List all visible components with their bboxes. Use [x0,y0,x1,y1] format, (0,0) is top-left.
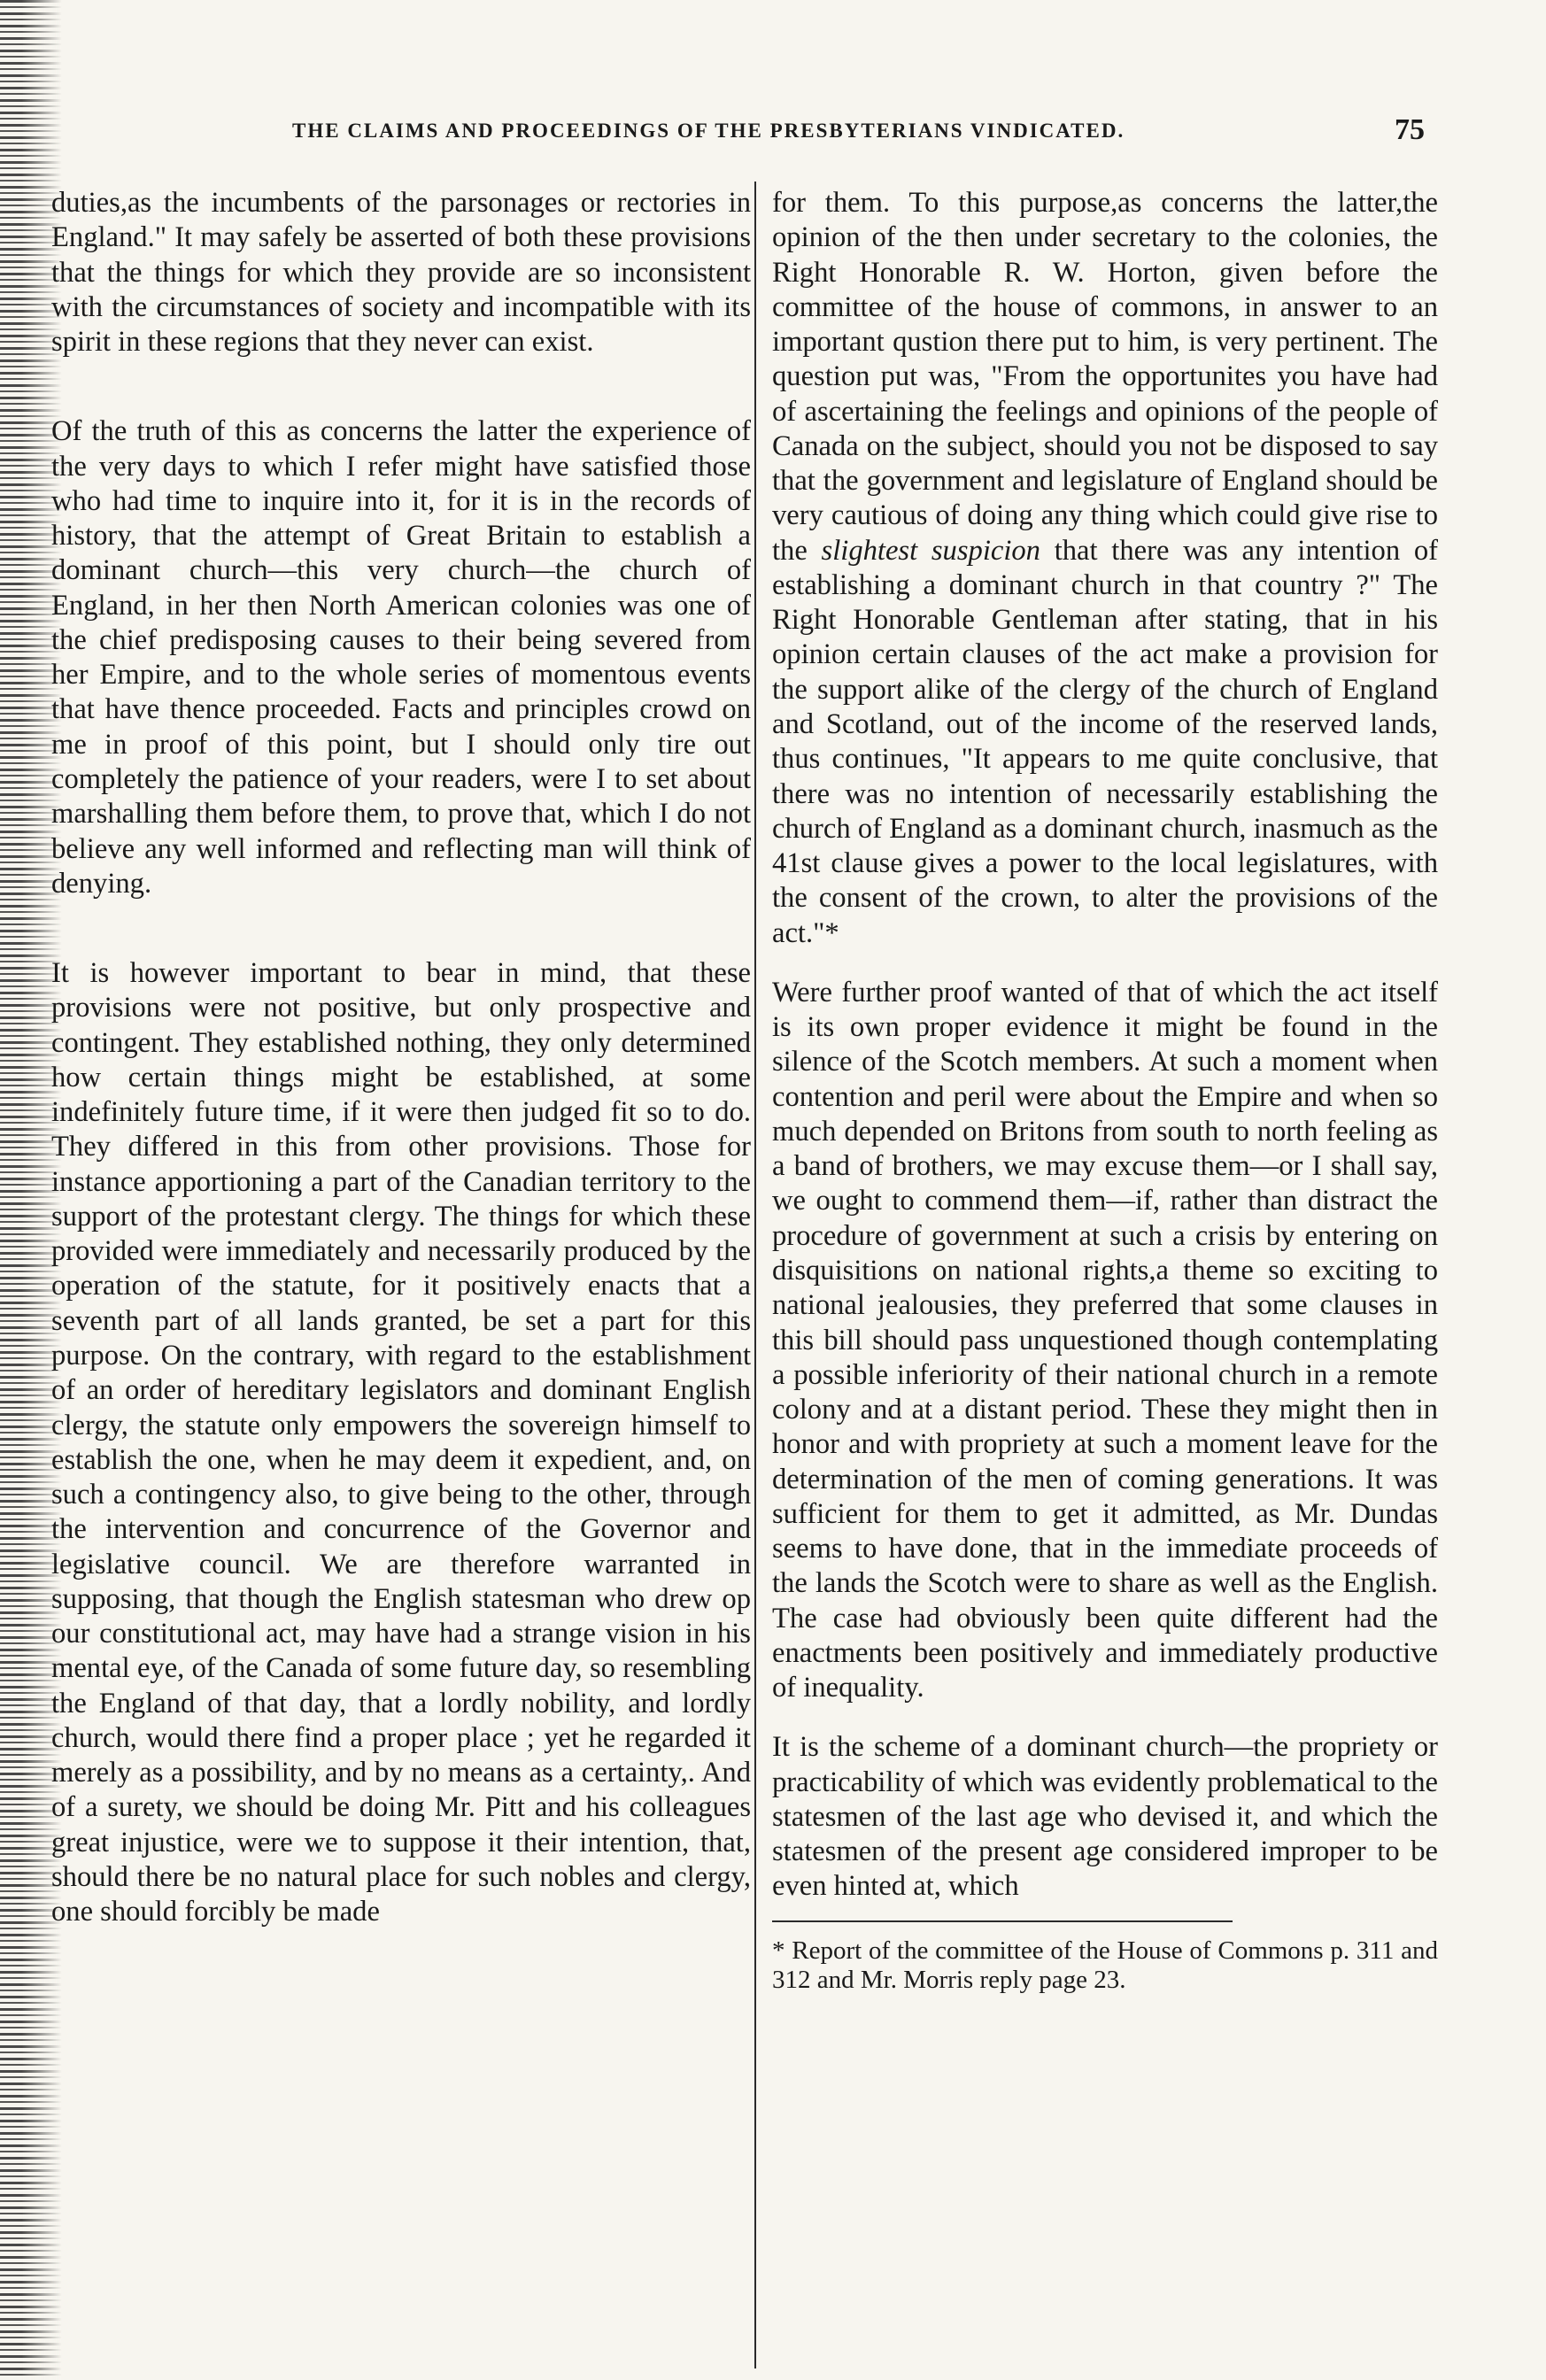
right-paragraph-3: It is the scheme of a dominant church—the propriety or practicability of which was evidently problematical to the statesmen of the last age who devised it, and which the statesmen of the present age considered improper to be even hinted at, which [772,1731,1438,1903]
page-number: 75 [1395,113,1425,146]
right-paragraph-1 [772,186,1438,951]
left-column [51,186,751,1929]
left-paragraph-2: Of the truth of this as concerns the latter the experience of the very days to which I refer might have satisfied those who had time to inquire into it, for it is in the records of history, that the attempt of Great Britain to establish a dominant church—this very church—the church of England, in her then North American colonies was one of the chief predisposing causes to their being severed from her Empire, and to the whole series of momentous events that have thence proceeded. Facts and principles crowd on me in proof of this point, but I should only tire out completely the patience of your readers, were I to set about marshalling them before them, to prove that, which I do not believe any well informed and reflecting man will think of denying. [51,415,751,900]
running-title: THE CLAIMS AND PROCEEDINGS OF THE PRESBYTERIANS VINDICATED. [292,120,1125,142]
column-divider [754,182,756,2368]
right-paragraph-1-emphasis: slightest suspicion [821,534,1040,567]
footnote-divider [772,1920,1233,1922]
right-paragraph-1-text-b: that there was any intention of establishing a dominant church in that country ?" The Right Honorable Gentleman after stating, that in his opinion certain clauses of the act make a provision for the support alike of the clergy of the church of England and Scotland, out of the income of the reserved lands, thus continues, "It appears to me quite conclusive, that there was no intention of necessarily establishing the church of England as a dominant church, inasmuch as the 41st clause gives a power to the local legislatures, with the consent of the crown, to alter the provisions of the act."* [772,534,1438,949]
left-paragraph-1: duties,as the incumbents of the parsonages or rectories in England." It may safely be asserted of both these provisions that the things for which they provide are so inconsistent with the circumstances of society and incompatible with its spirit in these regions that they never can exist. [51,187,751,359]
footnote: * Report of the committee of the House of Commons p. 311 and 312 and Mr. Morris reply page 23. [772,1936,1438,1994]
right-paragraph-2: Were further proof wanted of that of which the act itself is its own proper evidence it might be found in the silence of the Scotch members. At such a moment when contention and peril were about the Empire and when so much depended on Britons from south to north feeling as a band of brothers, we may excuse them—or I shall say, we ought to commend them—if, rather than distract the procedure of government at such a crisis by entering on disquisitions on national rights,a theme so exciting to national jealousies, they preferred that some clauses in this bill should pass unquestioned though contemplating a possible inferiority of their national church in a remote colony and at a distant period. These they might then in honor and with propriety at such a moment leave for the determination of the men of coming generations. It was sufficient for them to get it admitted, as Mr. Dundas seems to have done, that in the immediate proceeds of the lands the Scotch were to share as well as the English. The case had obviously been quite different had the enactments been positively and immediately productive of inequality. [772,976,1438,1704]
right-paragraph-1-text-a: for them. To this purpose,as concerns the latter,the opinion of the then under secretary to the colonies, the Right Honorable R. W. Horton, given before the committee of the house of commons, in answer to an important qustion there put to him, is very pertinent. The question put was, "From the opportunites you have had of ascertaining the feelings and opinions of the people of Canada on the subject, should you not be disposed to say that the government and legislature of England should be very cautious of doing any thing which could give rise to the [772,187,1438,567]
left-paragraph-3: It is however important to bear in mind, that these provisions were not positive, but only prospective and contingent. They established nothing, they only determined how certain things might be established, at some indefinitely future time, if it were then judged fit so to do. They differed in this from other provisions. Those for instance apportioning a part of the Canadian territory to the support of the protestant clergy. The things for which these provided were immediately and necessarily produced by the operation of the statute, for it positively enacts that a seventh part of all lands granted, be set a part for this purpose. On the contrary, with regard to the establishment of an order of hereditary legislators and dominant English clergy, the statute only empowers the sovereign himself to establish the one, when he may deem it expedient, and, on such a contingency also, to give being to the other, through the intervention and concurrence of the Governor and legislative council. We are therefore warranted in supposing, that though the English statesman who drew op our constitutional act, may have had a strange vision in his mental eye, of the Canada of some future day, so resembling the England of that day, that a lordly nobility, and lordly church, would there find a proper place ; yet he regarded it merely as a possibility, and by no means as a certainty,. And of a surety, we should be doing Mr. Pitt and his colleagues great injustice, were we to suppose it their intention, that, should there be no natural place for such nobles and clergy, one should forcibly be made [51,957,751,1928]
right-column [772,186,1438,1995]
